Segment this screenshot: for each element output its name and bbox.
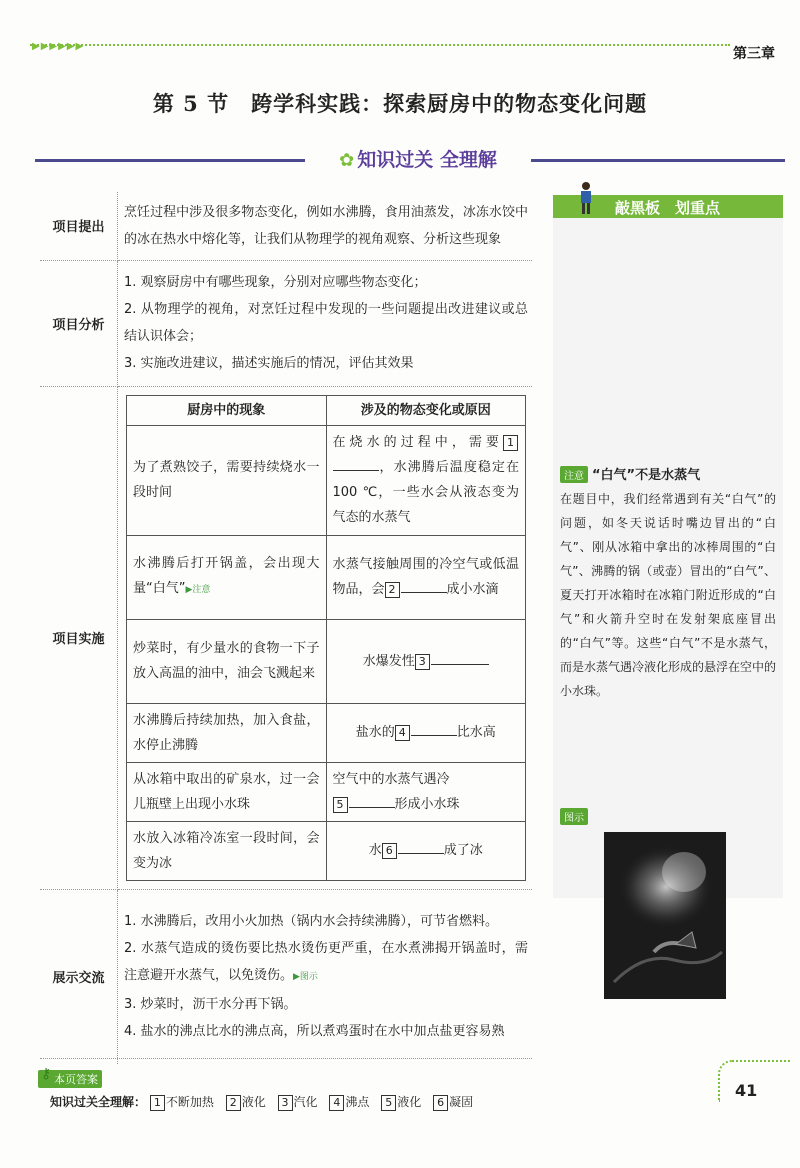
analysis-list — [118, 260, 533, 386]
answer-item: 2 液化 — [226, 1095, 266, 1109]
teacher-icon — [577, 181, 595, 215]
answer-item: 6 凝固 — [433, 1095, 473, 1109]
answers-line — [50, 1093, 481, 1111]
analysis-item: 2. 从物理学的视角，对烹饪过程中发现的一些问题提出改进建议或总结认识体会； — [124, 302, 528, 344]
answers-label: 知识过关全理解： — [50, 1095, 147, 1109]
phenomenon-cell: 从冰箱中取出的矿泉水，过一会儿瓶壁上出现小水珠 — [127, 762, 327, 821]
col-header-phenomenon: 厨房中的现象 — [127, 395, 327, 425]
table-row — [127, 535, 526, 619]
analysis-item: 3. 实施改进建议，描述实施后的情况，评估其效果 — [124, 356, 414, 371]
row-proposal — [40, 192, 532, 260]
change-cell: 盐水的 4 比水高 — [326, 703, 526, 762]
steam-photo — [604, 832, 726, 999]
steam-kettle-image — [604, 832, 726, 999]
table-row — [127, 821, 526, 880]
note-badge: 注意 — [560, 466, 588, 483]
table-bottom-rule — [40, 1058, 532, 1059]
exchange-item: 3. 炒菜时，沥干水分再下锅。 — [124, 997, 297, 1013]
blank-number: 4 — [395, 725, 410, 741]
row-label-proposal: 项目提出 — [40, 192, 118, 260]
chapter-label: 第三章 — [733, 46, 775, 62]
change-cell: 水爆发性 3 — [326, 619, 526, 703]
table-row — [127, 703, 526, 762]
answer-blank[interactable] — [333, 456, 379, 471]
phenomenon-cell: 水沸腾后打开锅盖，会出现大量“白气”▶注意 — [127, 535, 327, 619]
exchange-item: 2. 水蒸气造成的烫伤要比热水烫伤更严重，在水煮沸揭开锅盖时，需注意避开水蒸气，以免烫伤。▶图示 — [124, 941, 528, 984]
exchange-item: 1. 水沸腾后，改用小火加热（锅内水会持续沸腾），可节省燃料。 — [124, 914, 499, 930]
key-icon: ⚷ — [41, 1066, 52, 1082]
col-header-change: 涉及的物态变化或原因 — [326, 395, 526, 425]
phenomena-table — [126, 395, 526, 881]
answer-blank[interactable] — [411, 721, 457, 736]
page-number: 41 — [735, 1081, 758, 1100]
phenomenon-cell: 水沸腾后持续加热，加入食盐，水停止沸腾 — [127, 703, 327, 762]
change-cell: 在烧水的过程中，需要 1，水沸腾后温度稳定在 100 ℃，一些水会从液态变为气态的水蒸气 — [326, 425, 526, 535]
change-cell: 空气中的水蒸气遇冷 5 形成小水珠 — [326, 762, 526, 821]
blank-number: 2 — [385, 582, 400, 598]
answer-blank[interactable] — [401, 578, 447, 593]
table-row — [127, 619, 526, 703]
sidebar-title: 敲黑板 划重点 — [615, 199, 721, 217]
answers-tag: ⚷ 本页答案 — [38, 1070, 102, 1088]
answer-item: 5 液化 — [381, 1095, 421, 1109]
change-cell: 水蒸气接触周围的冷空气或低温物品，会 2 成小水滴 — [326, 535, 526, 619]
proposal-text: 烹饪过程中涉及很多物态变化，例如水沸腾，食用油蒸发，冰冻水饺中的冰在热水中熔化等，让我们从物理学的视角观察、分析这些现象 — [118, 192, 533, 260]
exchange-item: 4. 盐水的沸点比水的沸点高，所以煮鸡蛋时在水中加点盐更容易熟 — [124, 1024, 505, 1040]
band-title: ✿ 知识过关 全理解 — [305, 145, 531, 172]
analysis-item: 1. 观察厨房中有哪些现象，分别对应哪些物态变化； — [124, 275, 427, 290]
answer-item: 3 汽化 — [278, 1095, 318, 1109]
project-table — [40, 192, 532, 1064]
row-label-exchange: 展示交流 — [40, 889, 118, 1064]
blank-number: 3 — [415, 654, 430, 670]
row-analysis — [40, 260, 532, 386]
table-row — [127, 425, 526, 535]
sidebar-header — [553, 195, 783, 218]
row-label-analysis: 项目分析 — [40, 260, 118, 386]
phenomenon-cell: 炒菜时，有少量水的食物一下子放入高温的油中，油会飞溅起来 — [127, 619, 327, 703]
figure-badge: 图示 — [560, 808, 588, 825]
table-row — [127, 762, 526, 821]
figure-link-tag[interactable]: ▶图示 — [293, 972, 318, 983]
phenomenon-cell: 水放入冰箱冷冻室一段时间，会变为冰 — [127, 821, 327, 880]
answer-item: 4 沸点 — [329, 1095, 369, 1109]
swirl-icon: ✿ — [339, 150, 355, 171]
header-arrows: ▶▶▶▶▶▶ — [32, 41, 85, 52]
exchange-list — [118, 889, 533, 1064]
band-line-right — [531, 159, 785, 162]
phenomenon-cell: 为了煮熟饺子，需要持续烧水一段时间 — [127, 425, 327, 535]
blank-number: 1 — [503, 435, 518, 451]
section-title: 第 5 节 跨学科实践：探索厨房中的物态变化问题 — [152, 91, 648, 116]
answer-blank[interactable] — [398, 839, 444, 854]
blank-number: 6 — [382, 843, 397, 859]
answer-item: 1 不断加热 — [150, 1095, 214, 1109]
change-cell: 水 6 成了冰 — [326, 821, 526, 880]
answer-blank[interactable] — [431, 650, 489, 665]
header-dotted-rule — [30, 44, 730, 46]
row-exchange — [40, 889, 532, 1064]
row-label-implementation: 项目实施 — [40, 386, 118, 889]
note-link-tag[interactable]: ▶注意 — [185, 585, 211, 595]
note-text: 在题目中，我们经常遇到有关“白气”的问题，如冬天说话时嘴边冒出的“白气”、刚从冰箱中拿出的冰棒周围的“白气”、沸腾的锅（或壶）冒出的“白气”、夏天打开冰箱时在冰箱门附近形成的“白气”和火箭升空时在发射架底座冒出的“白气”等。这些“白气”不是水蒸气，而是水蒸气遇冷液化形成的悬浮在空中的小水珠。 — [560, 492, 777, 698]
row-implementation — [40, 386, 532, 889]
note-heading: 注意 “白气”不是水蒸气 — [560, 464, 700, 483]
blank-number: 5 — [333, 797, 348, 813]
answer-blank[interactable] — [349, 793, 395, 808]
section-band — [35, 148, 785, 172]
band-line-left — [35, 159, 305, 162]
